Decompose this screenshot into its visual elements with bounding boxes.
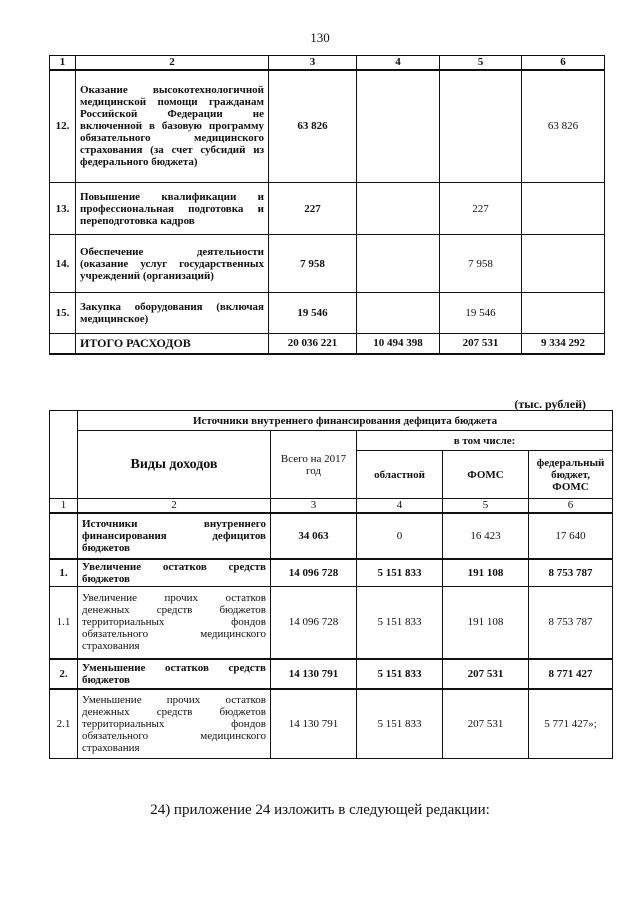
col-including-header: в том числе:	[357, 431, 613, 451]
table-row	[50, 689, 613, 759]
row-col5	[440, 70, 522, 183]
row-name: Увеличение прочих остатков денежных средств бюджетов территориальных фондов обязательного медицинского страхования	[78, 587, 271, 659]
row-col6	[522, 235, 605, 293]
corner-cell	[50, 411, 78, 499]
row-total: 14 096 728	[271, 587, 357, 659]
row-col5: 16 423	[443, 513, 529, 559]
row-number: 2.1	[50, 689, 78, 759]
header-row	[50, 431, 613, 451]
total-col6: 9 334 292	[522, 334, 605, 354]
row-col5: 7 958	[440, 235, 522, 293]
total-value: 20 036 221	[269, 334, 357, 354]
row-col4: 5 151 833	[357, 689, 443, 759]
row-col4: 5 151 833	[357, 587, 443, 659]
header-cell: 4	[357, 499, 443, 513]
row-col4	[357, 70, 440, 183]
row-col6: 8 753 787	[529, 559, 613, 587]
row-total: 19 546	[269, 293, 357, 334]
table-row	[50, 183, 605, 235]
row-number: 1.1	[50, 587, 78, 659]
row-col5: 191 108	[443, 559, 529, 587]
row-name: Источники внутреннего финансирования дефицитов бюджетов	[78, 513, 271, 559]
row-number	[50, 513, 78, 559]
expenses-table	[49, 55, 605, 355]
row-total: 14 130 791	[271, 689, 357, 759]
table-row	[50, 659, 613, 689]
header-cell: 5	[443, 499, 529, 513]
row-total: 14 096 728	[271, 559, 357, 587]
row-number: 12.	[50, 70, 76, 183]
row-number: 1.	[50, 559, 78, 587]
row-col5: 191 108	[443, 587, 529, 659]
row-total: 34 063	[271, 513, 357, 559]
row-number: 14.	[50, 235, 76, 293]
row-name: Оказание высокотехнологичной медицинской помощи гражданам Российской Федерации не включенной в базовую программу обязательного медицинского страхования (за счет субсидий из федерального бюджета)	[76, 70, 269, 183]
row-number: 13.	[50, 183, 76, 235]
header-cell: 6	[522, 56, 605, 70]
sources-table	[49, 410, 613, 759]
row-name: Закупка оборудования (включая медицинское)	[76, 293, 269, 334]
col-total-header: Всего на 2017 год	[271, 431, 357, 499]
row-name: Уменьшение прочих остатков денежных средств бюджетов территориальных фондов обязательного медицинского страхования	[78, 689, 271, 759]
row-number: 2.	[50, 659, 78, 689]
row-col4: 5 151 833	[357, 659, 443, 689]
row-col6	[522, 293, 605, 334]
row-total: 7 958	[269, 235, 357, 293]
row-col5: 207 531	[443, 659, 529, 689]
table-row	[50, 293, 605, 334]
row-col6: 5 771 427»;	[529, 689, 613, 759]
row-col4: 0	[357, 513, 443, 559]
header-cell: 6	[529, 499, 613, 513]
header-cell: 3	[271, 499, 357, 513]
header-cell: 4	[357, 56, 440, 70]
table-caption: Источники внутреннего финансирования дефицита бюджета	[78, 411, 613, 431]
row-name: Обеспечение деятельности (оказание услуг государственных учреждений (организаций)	[76, 235, 269, 293]
row-name: Увеличение остатков средств бюджетов	[78, 559, 271, 587]
col-types-header: Виды доходов	[78, 431, 271, 499]
table-row	[50, 513, 613, 559]
row-col5: 19 546	[440, 293, 522, 334]
row-total: 227	[269, 183, 357, 235]
header-cell: 3	[269, 56, 357, 70]
total-row	[50, 334, 605, 354]
row-col4	[357, 293, 440, 334]
header-row	[50, 56, 605, 70]
row-col6	[522, 183, 605, 235]
unit-label: (тыс. рублей)	[514, 397, 586, 411]
col-federal-header: федеральный бюджет, ФОМС	[529, 451, 613, 499]
row-col4: 5 151 833	[357, 559, 443, 587]
row-col5: 227	[440, 183, 522, 235]
row-col6: 8 753 787	[529, 587, 613, 659]
header-row	[50, 499, 613, 513]
row-name: Уменьшение остатков средств бюджетов	[78, 659, 271, 689]
total-col5: 207 531	[440, 334, 522, 354]
row-total: 14 130 791	[271, 659, 357, 689]
total-col4: 10 494 398	[357, 334, 440, 354]
table-row	[50, 559, 613, 587]
header-cell: 5	[440, 56, 522, 70]
row-col4	[357, 235, 440, 293]
row-col6: 17 640	[529, 513, 613, 559]
row-col6: 63 826	[522, 70, 605, 183]
instruction-text: 24) приложение 24 изложить в следующей редакции:	[150, 802, 490, 818]
row-number: 15.	[50, 293, 76, 334]
header-cell: 2	[78, 499, 271, 513]
row-col5: 207 531	[443, 689, 529, 759]
header-cell: 1	[50, 499, 78, 513]
row-total: 63 826	[269, 70, 357, 183]
caption-row	[50, 411, 613, 431]
row-col4	[357, 183, 440, 235]
total-label: ИТОГО РАСХОДОВ	[76, 334, 269, 354]
table-row	[50, 587, 613, 659]
col-regional-header: областной	[357, 451, 443, 499]
row-col6: 8 771 427	[529, 659, 613, 689]
page-number: 130	[310, 30, 330, 45]
table-row	[50, 235, 605, 293]
total-number	[50, 334, 76, 354]
header-cell: 1	[50, 56, 76, 70]
col-foms-header: ФОМС	[443, 451, 529, 499]
header-cell: 2	[76, 56, 269, 70]
table-row	[50, 70, 605, 183]
row-name: Повышение квалификации и профессиональная подготовка и переподготовка кадров	[76, 183, 269, 235]
